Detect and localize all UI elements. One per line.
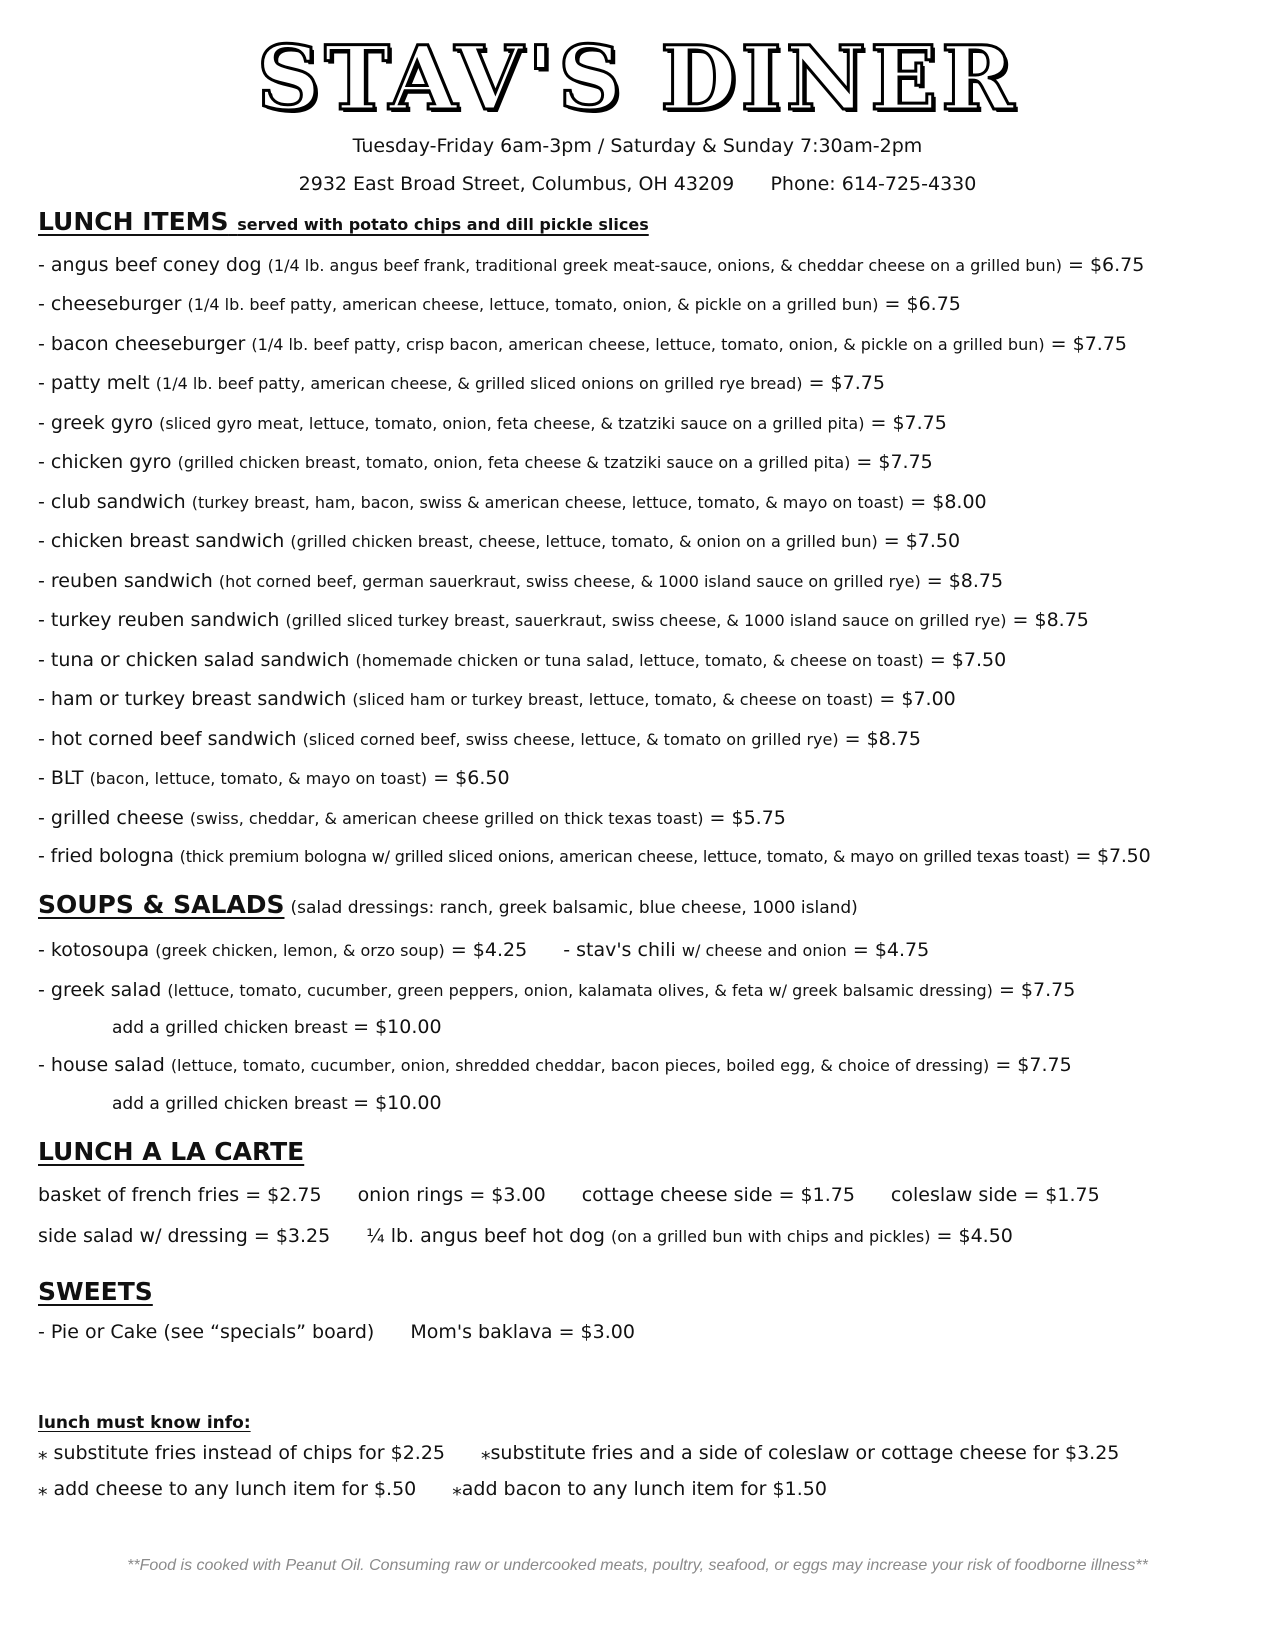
lunch-item-row bbox=[38, 251, 1144, 280]
lunch-item-name: - reuben sandwich bbox=[38, 570, 213, 592]
lunch-item-desc: (turkey breast, ham, bacon, swiss & american cheese, lettuce, tomato, & mayo on toast) bbox=[191, 493, 905, 512]
lunch-item-name: - angus beef coney dog bbox=[38, 254, 262, 276]
lunch-item-name: - tuna or chicken salad sandwich bbox=[38, 649, 350, 671]
info-item: ⁎add bacon to any lunch item for $1.50 bbox=[452, 1478, 827, 1500]
hotdog-desc: (on a grilled bun with chips and pickles) bbox=[610, 1227, 931, 1246]
house-salad-desc: (lettuce, tomato, cucumber, onion, shredded cheddar, bacon pieces, boiled egg, & choice of dressing) bbox=[170, 1056, 990, 1075]
chili-price: = $4.75 bbox=[852, 939, 930, 961]
lunch-item-name: - cheeseburger bbox=[38, 293, 182, 315]
greek-salad-desc: (lettuce, tomato, cucumber, green peppers, onion, kalamata olives, & feta w/ greek balsamic dressing) bbox=[167, 981, 993, 1000]
house-salad-line bbox=[38, 1051, 1072, 1080]
info-item: ⁎ substitute fries instead of chips for $2.25 bbox=[38, 1442, 446, 1464]
info-item: ⁎substitute fries and a side of coleslaw or cottage cheese for $3.25 bbox=[481, 1442, 1120, 1464]
lunch-item-price: = $7.75 bbox=[808, 372, 885, 394]
info-line-1 bbox=[38, 1440, 1119, 1466]
lunch-item-desc: (1/4 lb. beef patty, crisp bacon, american cheese, lettuce, tomato, onion, & pickle on a grilled bun) bbox=[251, 335, 1045, 354]
lunch-item-desc: (sliced ham or turkey breast, lettuce, tomato, & cheese on toast) bbox=[352, 690, 874, 709]
addon-price: = $10.00 bbox=[353, 1092, 442, 1114]
carte-line-1 bbox=[38, 1181, 1100, 1209]
lunch-item-desc: (swiss, cheddar, & american cheese grilled on thick texas toast) bbox=[189, 809, 704, 828]
soups-heading-text: SOUPS & SALADS bbox=[38, 890, 285, 919]
carte-heading: LUNCH A LA CARTE bbox=[38, 1137, 305, 1166]
hotdog-name: ¼ lb. angus beef hot dog bbox=[366, 1225, 605, 1247]
lunch-item-name: - turkey reuben sandwich bbox=[38, 609, 280, 631]
lunch-item-row bbox=[38, 527, 960, 556]
lunch-item-price: = $7.75 bbox=[870, 412, 947, 434]
cottage-cheese-item: cottage cheese side = $1.75 bbox=[581, 1184, 855, 1206]
onion-rings-item: onion rings = $3.00 bbox=[357, 1184, 546, 1206]
lunch-item-desc: (homemade chicken or tuna salad, lettuce, tomato, & cheese on toast) bbox=[355, 651, 924, 670]
lunch-item-price: = $8.75 bbox=[844, 728, 921, 750]
lunch-item-name: - hot corned beef sandwich bbox=[38, 728, 297, 750]
greek-salad-line bbox=[38, 976, 1075, 1005]
soups-heading bbox=[38, 890, 858, 923]
lunch-heading bbox=[38, 207, 649, 240]
lunch-item-price: = $7.75 bbox=[856, 451, 933, 473]
lunch-item-desc: (grilled sliced turkey breast, sauerkraut, swiss cheese, & 1000 island sauce on grilled rye) bbox=[285, 611, 1007, 630]
lunch-item-desc: (thick premium bologna w/ grilled sliced onions, american cheese, lettuce, tomato, & mayo on grilled texas toast) bbox=[179, 847, 1070, 866]
lunch-item-desc: (bacon, lettuce, tomato, & mayo on toast) bbox=[89, 769, 428, 788]
kotosoupa-price: = $4.25 bbox=[450, 939, 528, 961]
lunch-item-price: = $7.50 bbox=[929, 649, 1007, 671]
lunch-item-row bbox=[38, 842, 1150, 871]
carte-line-2 bbox=[38, 1222, 1013, 1251]
lunch-item-row bbox=[38, 725, 921, 754]
coleslaw-item: coleslaw side = $1.75 bbox=[890, 1184, 1100, 1206]
greek-salad-addon bbox=[112, 1013, 442, 1042]
greek-salad-price: = $7.75 bbox=[998, 979, 1076, 1001]
lunch-item-name: - fried bologna bbox=[38, 845, 174, 867]
lunch-item-row bbox=[38, 764, 510, 793]
lunch-item-name: - patty melt bbox=[38, 372, 150, 394]
house-salad-addon bbox=[112, 1089, 442, 1118]
side-salad-item: side salad w/ dressing = $3.25 bbox=[38, 1225, 331, 1247]
lunch-heading-text: LUNCH ITEMS bbox=[38, 207, 229, 236]
diner-title: STAV'S DINER bbox=[256, 26, 1019, 130]
info-item: ⁎ add cheese to any lunch item for $.50 bbox=[38, 1478, 417, 1500]
phone-text: Phone: 614-725-4330 bbox=[770, 173, 977, 195]
address-text: 2932 East Broad Street, Columbus, OH 43209 bbox=[298, 173, 735, 195]
lunch-item-name: - ham or turkey breast sandwich bbox=[38, 688, 347, 710]
lunch-item-desc: (grilled chicken breast, tomato, onion, feta cheese & tzatziki sauce on a grilled pita) bbox=[177, 453, 851, 472]
lunch-item-name: - bacon cheeseburger bbox=[38, 333, 246, 355]
chili-desc: w/ cheese and onion bbox=[681, 941, 847, 960]
lunch-item-price: = $7.50 bbox=[883, 530, 961, 552]
lunch-item-name: - BLT bbox=[38, 767, 84, 789]
lunch-item-price: = $7.50 bbox=[1075, 845, 1151, 867]
lunch-item-price: = $5.75 bbox=[709, 807, 786, 829]
lunch-item-row bbox=[38, 369, 885, 398]
hours-text: Tuesday-Friday 6am-3pm / Saturday & Sunday 7:30am-2pm bbox=[352, 135, 923, 157]
soup-line bbox=[38, 936, 929, 965]
lunch-subheading: served with potato chips and dill pickle slices bbox=[237, 215, 649, 234]
lunch-item-desc: (sliced corned beef, swiss cheese, lettuce, & tomato on grilled rye) bbox=[302, 730, 839, 749]
lunch-item-name: - club sandwich bbox=[38, 491, 186, 513]
lunch-item-desc: (1/4 lb. angus beef frank, traditional greek meat-sauce, onions, & cheddar cheese on a grilled bun) bbox=[267, 256, 1062, 275]
lunch-item-row bbox=[38, 448, 933, 477]
lunch-item-desc: (1/4 lb. beef patty, american cheese, lettuce, tomato, onion, & pickle on a grilled bun) bbox=[187, 295, 879, 314]
kotosoupa-desc: (greek chicken, lemon, & orzo soup) bbox=[155, 941, 445, 960]
lunch-item-row bbox=[38, 488, 987, 517]
lunch-item-row bbox=[38, 330, 1127, 359]
lunch-item-desc: (grilled chicken breast, cheese, lettuce, tomato, & onion on a grilled bun) bbox=[290, 532, 878, 551]
addon-price: = $10.00 bbox=[353, 1016, 442, 1038]
sweets-heading: SWEETS bbox=[38, 1277, 153, 1306]
lunch-item-row bbox=[38, 646, 1006, 675]
lunch-item-price: = $6.75 bbox=[1068, 254, 1145, 276]
house-salad-price: = $7.75 bbox=[995, 1054, 1072, 1076]
fries-item: basket of french fries = $2.75 bbox=[38, 1184, 322, 1206]
lunch-item-row bbox=[38, 290, 961, 319]
lunch-item-name: - chicken gyro bbox=[38, 451, 172, 473]
lunch-item-price: = $6.50 bbox=[433, 767, 510, 789]
allergy-disclaimer: **Food is cooked with Peanut Oil. Consuming raw or undercooked meats, poultry, seafood, or eggs may increase your risk of foodborne illness** bbox=[127, 1557, 1148, 1574]
lunch-item-row bbox=[38, 409, 947, 438]
kotosoupa-name: - kotosoupa bbox=[38, 939, 150, 961]
lunch-item-row bbox=[38, 606, 1089, 635]
dressings-note: (salad dressings: ranch, greek balsamic, blue cheese, 1000 island) bbox=[290, 898, 858, 918]
pie-item: - Pie or Cake (see “specials” board) bbox=[38, 1321, 375, 1343]
lunch-item-price: = $8.75 bbox=[1012, 609, 1089, 631]
lunch-item-name: - greek gyro bbox=[38, 412, 154, 434]
lunch-item-price: = $8.00 bbox=[910, 491, 987, 513]
lunch-item-price: = $7.00 bbox=[879, 688, 956, 710]
house-salad-name: - house salad bbox=[38, 1054, 165, 1076]
lunch-item-desc: (1/4 lb. beef patty, american cheese, & grilled sliced onions on grilled rye bread) bbox=[155, 374, 803, 393]
addon-name: add a grilled chicken breast bbox=[112, 1018, 348, 1038]
info-line-2 bbox=[38, 1476, 827, 1502]
lunch-item-name: - grilled cheese bbox=[38, 807, 184, 829]
chili-name: - stav's chili bbox=[563, 939, 676, 961]
address-line bbox=[0, 171, 1275, 197]
greek-salad-name: - greek salad bbox=[38, 979, 162, 1001]
lunch-item-desc: (hot corned beef, german sauerkraut, swiss cheese, & 1000 island sauce on grilled rye) bbox=[218, 572, 921, 591]
lunch-item-desc: (sliced gyro meat, lettuce, tomato, onion, feta cheese, & tzatziki sauce on a grilled pita) bbox=[159, 414, 865, 433]
lunch-item-name: - chicken breast sandwich bbox=[38, 530, 285, 552]
addon-name: add a grilled chicken breast bbox=[112, 1094, 348, 1114]
lunch-item-row bbox=[38, 567, 1003, 596]
lunch-item-row bbox=[38, 685, 956, 714]
lunch-item-price: = $8.75 bbox=[926, 570, 1004, 592]
lunch-item-row bbox=[38, 804, 786, 833]
lunch-item-price: = $6.75 bbox=[884, 293, 961, 315]
lunch-item-price: = $7.75 bbox=[1050, 333, 1127, 355]
sweets-line bbox=[38, 1318, 635, 1346]
baklava-item: Mom's baklava = $3.00 bbox=[410, 1321, 635, 1343]
hotdog-price: = $4.50 bbox=[936, 1225, 1013, 1247]
info-heading: lunch must know info: bbox=[38, 1413, 251, 1433]
